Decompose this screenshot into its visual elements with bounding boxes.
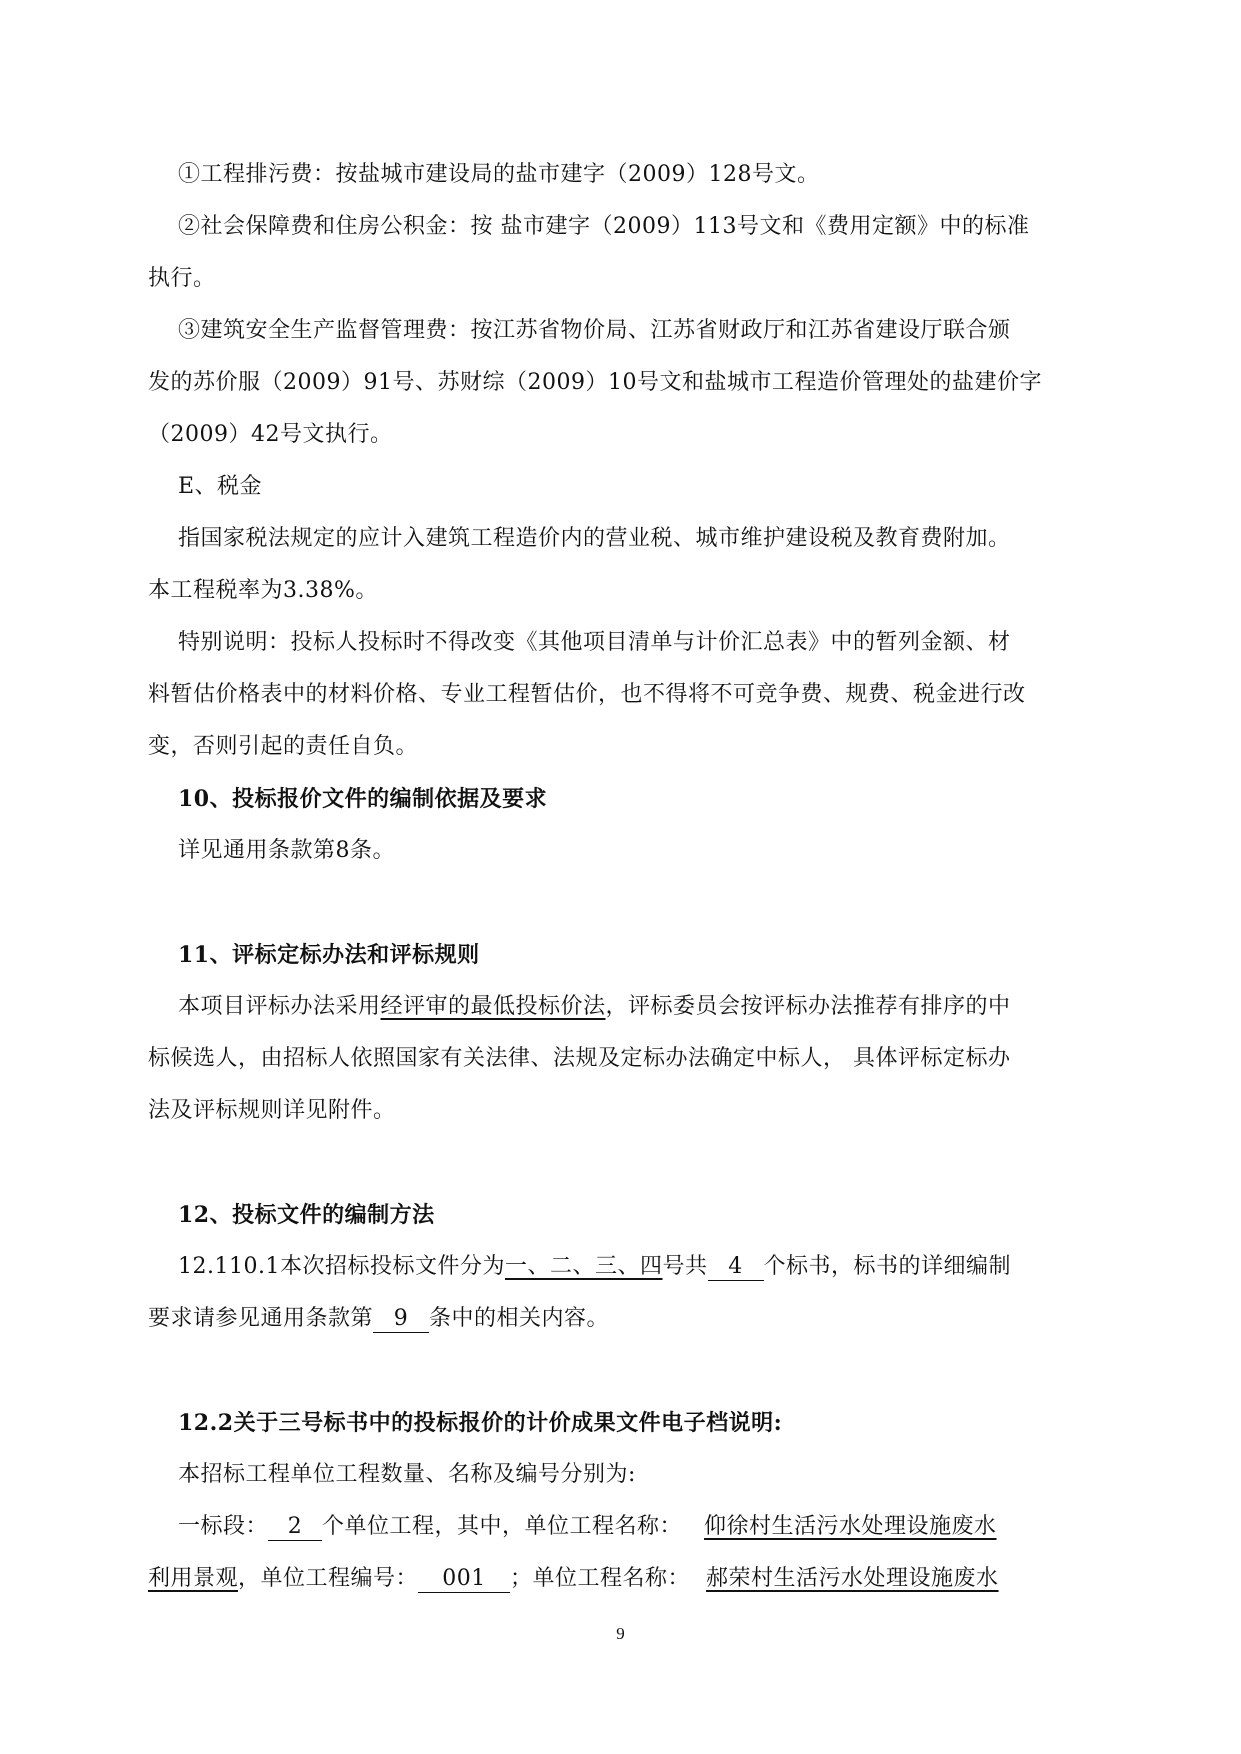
text-run: ，单位工程编号： [238, 1566, 419, 1591]
paragraph-line: 执行。 [148, 266, 216, 291]
filled-blank: 001 [418, 1566, 510, 1593]
text-run: 个标书，标书的详细编制 [763, 1254, 1012, 1279]
paragraph-line [148, 1564, 999, 1594]
section-heading: 11、评标定标办法和评标规则 [178, 942, 480, 968]
paragraph-line: E、税金 [178, 474, 263, 499]
text-run: 一标段： [178, 1514, 269, 1539]
paragraph-line: ③建筑安全生产监督管理费：按江苏省物价局、江苏省财政厅和江苏省建设厅联合颁 [178, 318, 1011, 343]
paragraph-line: ①工程排污费：按盐城市建设局的盐市建字（2009）128号文。 [178, 162, 820, 187]
underlined-text: 一、二、三、四 [504, 1254, 663, 1279]
text-run: ；单位工程名称： [510, 1566, 691, 1591]
paragraph-line: 标候选人，由招标人依照国家有关法律、法规及定标办法确定中标人， 具体评标定标办 [148, 1046, 1011, 1071]
filled-blank: 2 [268, 1514, 322, 1541]
text-run: ，评标委员会按评标办法推荐有排序的中 [605, 994, 1011, 1019]
text-run: 号共 [662, 1254, 708, 1279]
filled-blank: 9 [373, 1306, 429, 1333]
filled-blank: 4 [708, 1254, 764, 1281]
text-run: 条中的相关内容。 [429, 1306, 610, 1331]
paragraph-line: 特别说明：投标人投标时不得改变《其他项目清单与计价汇总表》中的暂列金额、材 [178, 630, 1011, 655]
paragraph-line: 本招标工程单位工程数量、名称及编号分别为: [178, 1462, 636, 1487]
paragraph-line [178, 1512, 997, 1542]
underlined-text: 仰徐村生活污水处理设施废水 [704, 1514, 997, 1539]
underlined-text: 经评审的最低投标价法 [380, 994, 606, 1019]
paragraph-line: 详见通用条款第8条。 [178, 838, 395, 863]
text-run: 本项目评标办法采用 [178, 994, 381, 1019]
paragraph-line: 法及评标规则详见附件。 [148, 1098, 396, 1123]
text-run: 12.110.1本次招标投标文件分为 [178, 1254, 505, 1279]
paragraph-line: 发的苏价服（2009）91号、苏财综（2009）10号文和盐城市工程造价管理处的盐建价字 [148, 370, 1042, 395]
section-heading: 12、投标文件的编制方法 [178, 1202, 435, 1228]
paragraph-line: （2009）42号文执行。 [148, 422, 393, 447]
section-heading: 12.2关于三号标书中的投标报价的计价成果文件电子档说明: [178, 1410, 783, 1436]
paragraph-line [148, 1304, 609, 1334]
text-run: 要求请参见通用条款第 [148, 1306, 374, 1331]
section-heading: 10、投标报价文件的编制依据及要求 [178, 786, 548, 812]
paragraph-line: 料暂估价格表中的材料价格、专业工程暂估价，也不得将不可竞争费、规费、税金进行改 [148, 682, 1026, 707]
paragraph-line: 本工程税率为3.38%。 [148, 578, 378, 603]
paragraph-line [178, 1252, 1011, 1282]
page-number: 9 [616, 1624, 625, 1643]
underlined-text: 郝荣村生活污水处理设施废水 [706, 1566, 999, 1591]
paragraph-line: ②社会保障费和住房公积金：按 盐市建字（2009）113号文和《费用定额》中的标准 [178, 214, 1030, 239]
text-run: 个单位工程，其中，单位工程名称： [322, 1514, 683, 1539]
paragraph-line: 指国家税法规定的应计入建筑工程造价内的营业税、城市维护建设税及教育费附加。 [178, 526, 1011, 551]
paragraph-line [178, 992, 1011, 1022]
paragraph-line: 变，否则引起的责任自负。 [148, 734, 419, 759]
underlined-text: 利用景观 [148, 1566, 239, 1591]
